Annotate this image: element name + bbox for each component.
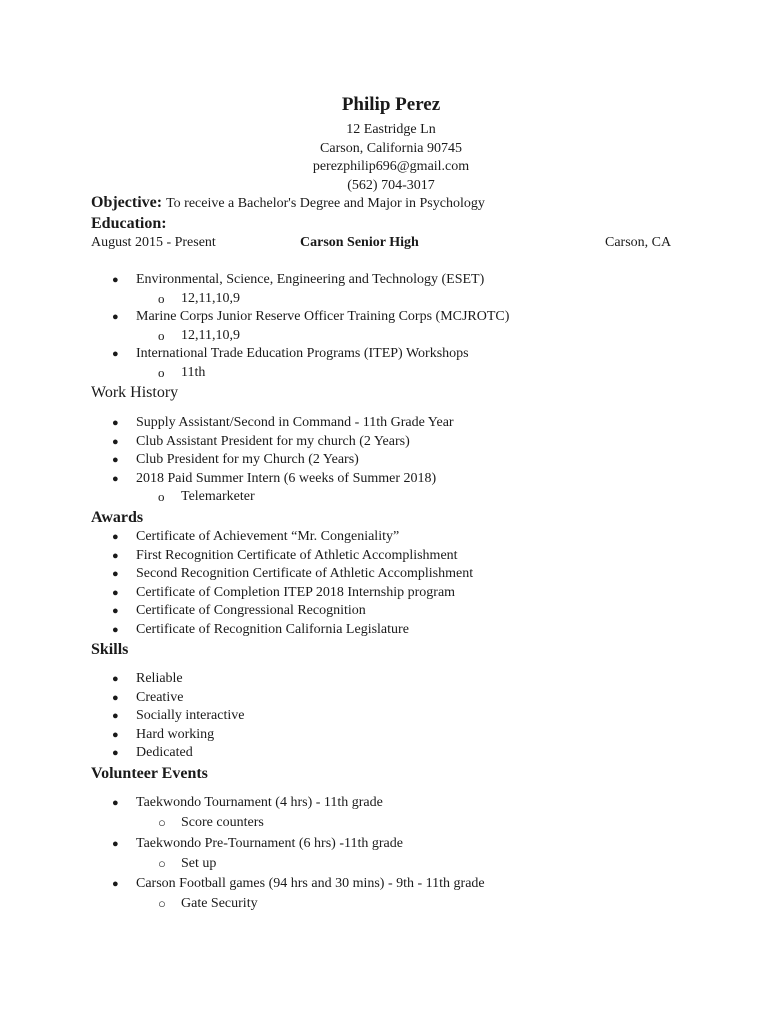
sub-bullet-icon: ○: [158, 896, 166, 912]
address-street: 12 Eastridge Ln: [346, 122, 436, 137]
education-date: August 2015 - Present: [91, 235, 216, 250]
bullet-icon: ●: [112, 472, 119, 485]
list-item: ● Hard working: [91, 726, 691, 745]
skills-list: [91, 670, 691, 763]
bullet-icon: ●: [112, 531, 119, 543]
list-item: ● 2018 Paid Summer Intern (6 weeks of Summer 2018): [91, 470, 691, 489]
list-item: ● Environmental, Science, Engineering and Technology (ESET): [91, 271, 691, 290]
sub-bullet-icon: ○: [158, 815, 166, 831]
list-item: ● Certificate of Completion ITEP 2018 Internship program: [91, 584, 691, 603]
bullet-icon: ●: [112, 311, 119, 323]
list-item: ● Certificate of Achievement “Mr. Congeniality”: [91, 528, 691, 547]
list-item: ● International Trade Education Programs (ITEP) Workshops: [91, 345, 691, 364]
bullet-icon: ●: [112, 797, 119, 809]
education-heading: Education:: [91, 215, 167, 232]
sub-list-item: o 12,11,10,9: [91, 327, 691, 346]
bullet-icon: ●: [112, 747, 119, 759]
objective-label: Objective:: [91, 194, 163, 211]
address-city: Carson, California 90745: [320, 140, 462, 156]
list-item: ● Certificate of Recognition California Legislature: [91, 621, 691, 640]
list-item: ● Dedicated: [91, 744, 691, 763]
bullet-icon: ●: [112, 623, 119, 636]
bullet-icon: ●: [112, 710, 119, 722]
work-history-heading: Work History: [91, 384, 179, 401]
bullet-icon: ●: [112, 605, 119, 617]
objective-text: To receive a Bachelor's Degree and Major in Psychology: [166, 196, 485, 211]
bullet-icon: ●: [112, 878, 119, 891]
education-list: [91, 271, 691, 382]
list-item: ● Marine Corps Junior Reserve Officer Training Corps (MCJROTC): [91, 308, 691, 327]
bullet-icon: ●: [112, 417, 119, 429]
list-item: ● Taekwondo Tournament (4 hrs) - 11th grade: [91, 793, 691, 813]
list-item: ● Carson Football games (94 hrs and 30 mins) - 9th - 11th grade: [91, 874, 691, 894]
list-item: ● Socially interactive: [91, 707, 691, 726]
candidate-name: Philip Perez: [341, 94, 441, 115]
volunteer-list: [91, 793, 691, 915]
bullet-icon: ●: [112, 586, 119, 599]
sub-bullet-icon: o: [158, 290, 165, 306]
sub-list-item: o 12,11,10,9: [91, 290, 691, 309]
email-address: perezphilip696@gmail.com: [312, 159, 470, 174]
education-location: Carson, CA: [605, 235, 672, 250]
list-item: ● Club Assistant President for my church (2 Years): [91, 433, 691, 452]
phone-number: (562) 704-3017: [347, 177, 435, 193]
list-item: ● Club President for my Church (2 Years): [91, 451, 691, 470]
awards-list: [91, 528, 691, 639]
resume-header: [91, 93, 691, 195]
list-item: ● Reliable: [91, 670, 691, 689]
list-item: ● First Recognition Certificate of Athletic Accomplishment: [91, 547, 691, 566]
bullet-icon: ●: [112, 673, 119, 685]
list-item: ● Creative: [91, 689, 691, 708]
sub-bullet-icon: o: [158, 364, 165, 380]
list-item: ● Supply Assistant/Second in Command - 11th Grade Year: [91, 414, 691, 433]
work-history-list: [91, 414, 691, 507]
sub-bullet-icon: ○: [158, 855, 166, 871]
awards-heading: Awards: [91, 509, 144, 526]
bullet-icon: ●: [112, 549, 119, 562]
bullet-icon: ●: [112, 274, 119, 286]
volunteer-heading: Volunteer Events: [91, 765, 208, 782]
sub-bullet-icon: o: [158, 489, 165, 504]
education-school: Carson Senior High: [300, 235, 419, 250]
sub-list-item: ○ Gate Security: [91, 894, 691, 914]
bullet-icon: ●: [112, 454, 119, 466]
sub-list-item: ○ Score counters: [91, 813, 691, 833]
skills-heading: Skills: [91, 641, 129, 658]
bullet-icon: ●: [112, 435, 119, 448]
bullet-icon: ●: [112, 691, 119, 704]
bullet-icon: ●: [112, 348, 119, 360]
bullet-icon: ●: [112, 837, 119, 850]
sub-list-item: o 11th: [91, 364, 691, 383]
sub-list-item: o Telemarketer: [91, 488, 691, 507]
list-item: ● Certificate of Congressional Recognition: [91, 602, 691, 621]
list-item: ● Second Recognition Certificate of Athletic Accomplishment: [91, 565, 691, 584]
sub-list-item: ○ Set up: [91, 854, 691, 874]
bullet-icon: ●: [112, 728, 119, 741]
objective-line: [91, 193, 485, 214]
sub-bullet-icon: o: [158, 327, 165, 343]
list-item: ● Taekwondo Pre-Tournament (6 hrs) -11th grade: [91, 834, 691, 854]
bullet-icon: ●: [112, 568, 119, 580]
